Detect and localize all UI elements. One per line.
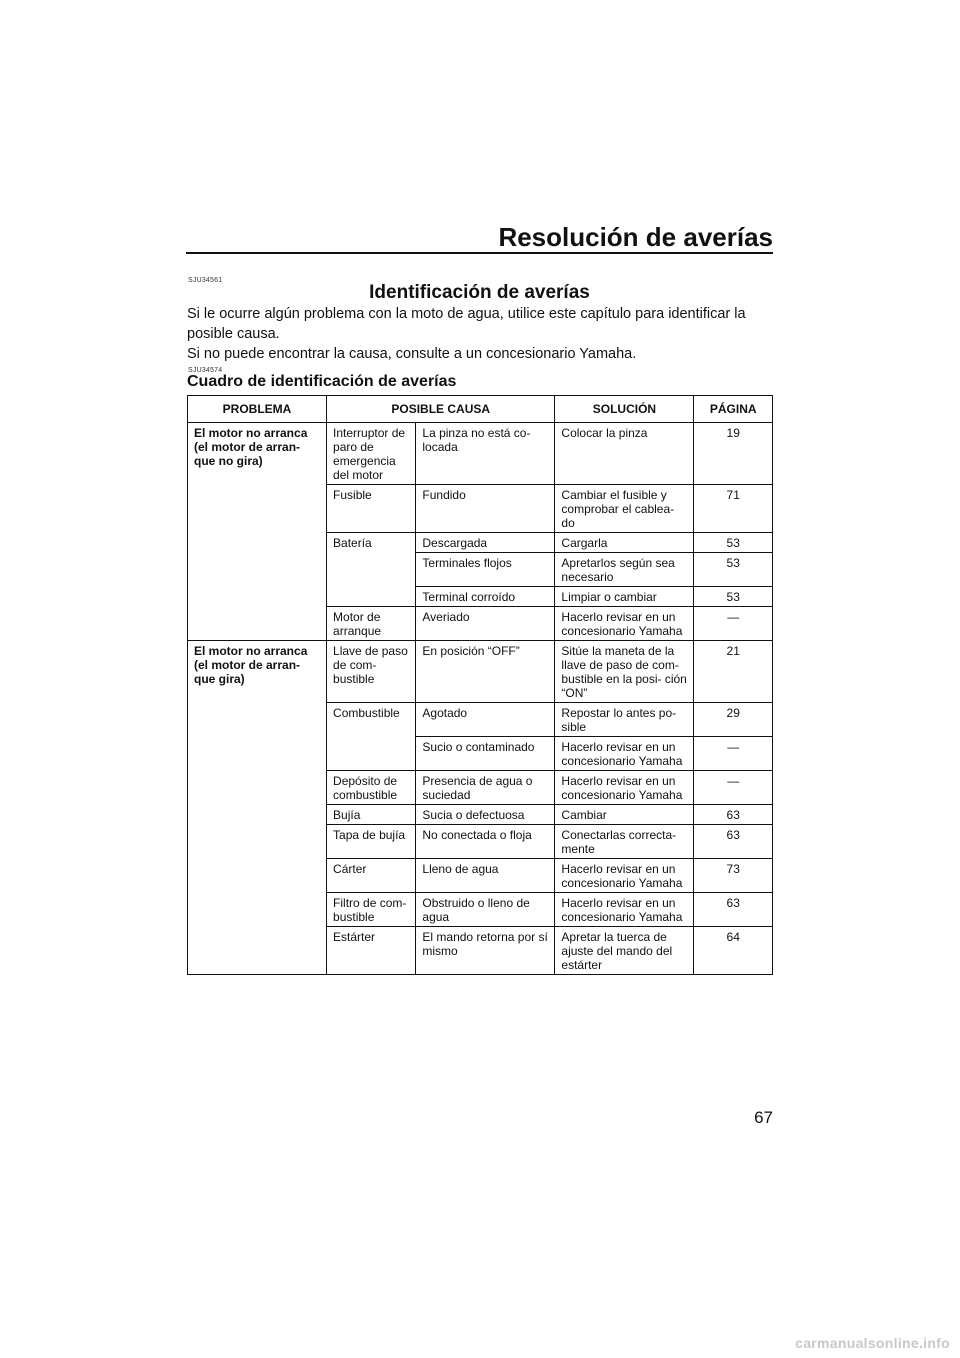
page-cell: 63 <box>694 893 773 927</box>
part-cell: Bujía <box>327 805 416 825</box>
page-cell: 29 <box>694 703 773 737</box>
solution-cell: Colocar la pinza <box>555 423 694 485</box>
cause-cell: El mando retorna por sí mismo <box>416 927 555 975</box>
section-code: SJU34561 <box>188 277 223 284</box>
problem-cell: El motor no arranca (el motor de arran- que gira) <box>188 641 327 975</box>
part-cell: Cárter <box>327 859 416 893</box>
part-cell: Depósito de combustible <box>327 771 416 805</box>
part-cell: Batería <box>327 533 416 607</box>
header-cause: POSIBLE CAUSA <box>327 396 555 423</box>
solution-cell: Limpiar o cambiar <box>555 587 694 607</box>
page-cell: 53 <box>694 587 773 607</box>
solution-cell: Hacerlo revisar en un concesionario Yamaha <box>555 737 694 771</box>
cause-cell: Presencia de agua o suciedad <box>416 771 555 805</box>
solution-cell: Apretarlos según sea necesario <box>555 553 694 587</box>
cause-cell: Lleno de agua <box>416 859 555 893</box>
table-row <box>188 423 773 485</box>
page-cell: 19 <box>694 423 773 485</box>
cause-cell: En posición “OFF” <box>416 641 555 703</box>
page-cell: — <box>694 607 773 641</box>
page-cell: 21 <box>694 641 773 703</box>
solution-cell: Hacerlo revisar en un concesionario Yamaha <box>555 893 694 927</box>
cause-cell: Descargada <box>416 533 555 553</box>
part-cell: Fusible <box>327 485 416 533</box>
page-cell: — <box>694 737 773 771</box>
solution-cell: Hacerlo revisar en un concesionario Yamaha <box>555 771 694 805</box>
header-page: PÁGINA <box>694 396 773 423</box>
solution-cell: Apretar la tuerca de ajuste del mando del estárter <box>555 927 694 975</box>
solution-cell: Repostar lo antes po- sible <box>555 703 694 737</box>
intro-paragraph-2: Si no puede encontrar la causa, consulte a un concesionario Yamaha. <box>187 346 637 362</box>
cause-cell: Sucia o defectuosa <box>416 805 555 825</box>
part-cell: Interruptor de paro de emergencia del motor <box>327 423 416 485</box>
solution-cell: Cambiar <box>555 805 694 825</box>
page-number: 67 <box>754 1108 773 1127</box>
header-solution: SOLUCIÓN <box>555 396 694 423</box>
cause-cell: Obstruido o lleno de agua <box>416 893 555 927</box>
solution-cell: Cambiar el fusible y comprobar el cablea- do <box>555 485 694 533</box>
part-cell: Filtro de com- bustible <box>327 893 416 927</box>
subsection-title: Cuadro de identificación de averías <box>187 373 457 390</box>
page-cell: 63 <box>694 805 773 825</box>
cause-cell: Terminales flojos <box>416 553 555 587</box>
intro-paragraph-1: Si le ocurre algún problema con la moto de agua, utilice este capítulo para identificar la posible causa. <box>187 306 746 342</box>
cause-cell: Sucio o contaminado <box>416 737 555 771</box>
solution-cell: Hacerlo revisar en un concesionario Yamaha <box>555 859 694 893</box>
solution-cell: Sitúe la maneta de la llave de paso de com- bustible en la posi- ción “ON” <box>555 641 694 703</box>
table-header-row <box>188 396 773 423</box>
page-cell: 63 <box>694 825 773 859</box>
part-cell: Motor de arranque <box>327 607 416 641</box>
chapter-title: Resolución de averías <box>498 222 773 252</box>
watermark-text: carmanualsonline.info <box>795 1335 950 1351</box>
problem-cell: El motor no arranca (el motor de arran- que no gira) <box>188 423 327 641</box>
fault-table <box>187 395 773 975</box>
cause-cell: La pinza no está co- locada <box>416 423 555 485</box>
page-cell: 53 <box>694 533 773 553</box>
part-cell: Tapa de bujía <box>327 825 416 859</box>
page-cell: 73 <box>694 859 773 893</box>
cause-cell: Averiado <box>416 607 555 641</box>
page-cell: 53 <box>694 553 773 587</box>
header-divider <box>186 252 773 254</box>
table-row <box>188 641 773 703</box>
cause-cell: No conectada o floja <box>416 825 555 859</box>
cause-cell: Fundido <box>416 485 555 533</box>
part-cell: Llave de paso de com- bustible <box>327 641 416 703</box>
part-cell: Combustible <box>327 703 416 771</box>
cause-cell: Terminal corroído <box>416 587 555 607</box>
header-problem: PROBLEMA <box>188 396 327 423</box>
part-cell: Estárter <box>327 927 416 975</box>
page-cell: 64 <box>694 927 773 975</box>
page-cell: 71 <box>694 485 773 533</box>
section-title: Identificación de averías <box>369 282 590 303</box>
page-cell: — <box>694 771 773 805</box>
solution-cell: Hacerlo revisar en un concesionario Yamaha <box>555 607 694 641</box>
subsection-code: SJU34574 <box>188 367 223 374</box>
cause-cell: Agotado <box>416 703 555 737</box>
solution-cell: Cargarla <box>555 533 694 553</box>
intro-text <box>187 304 775 364</box>
solution-cell: Conectarlas correcta- mente <box>555 825 694 859</box>
